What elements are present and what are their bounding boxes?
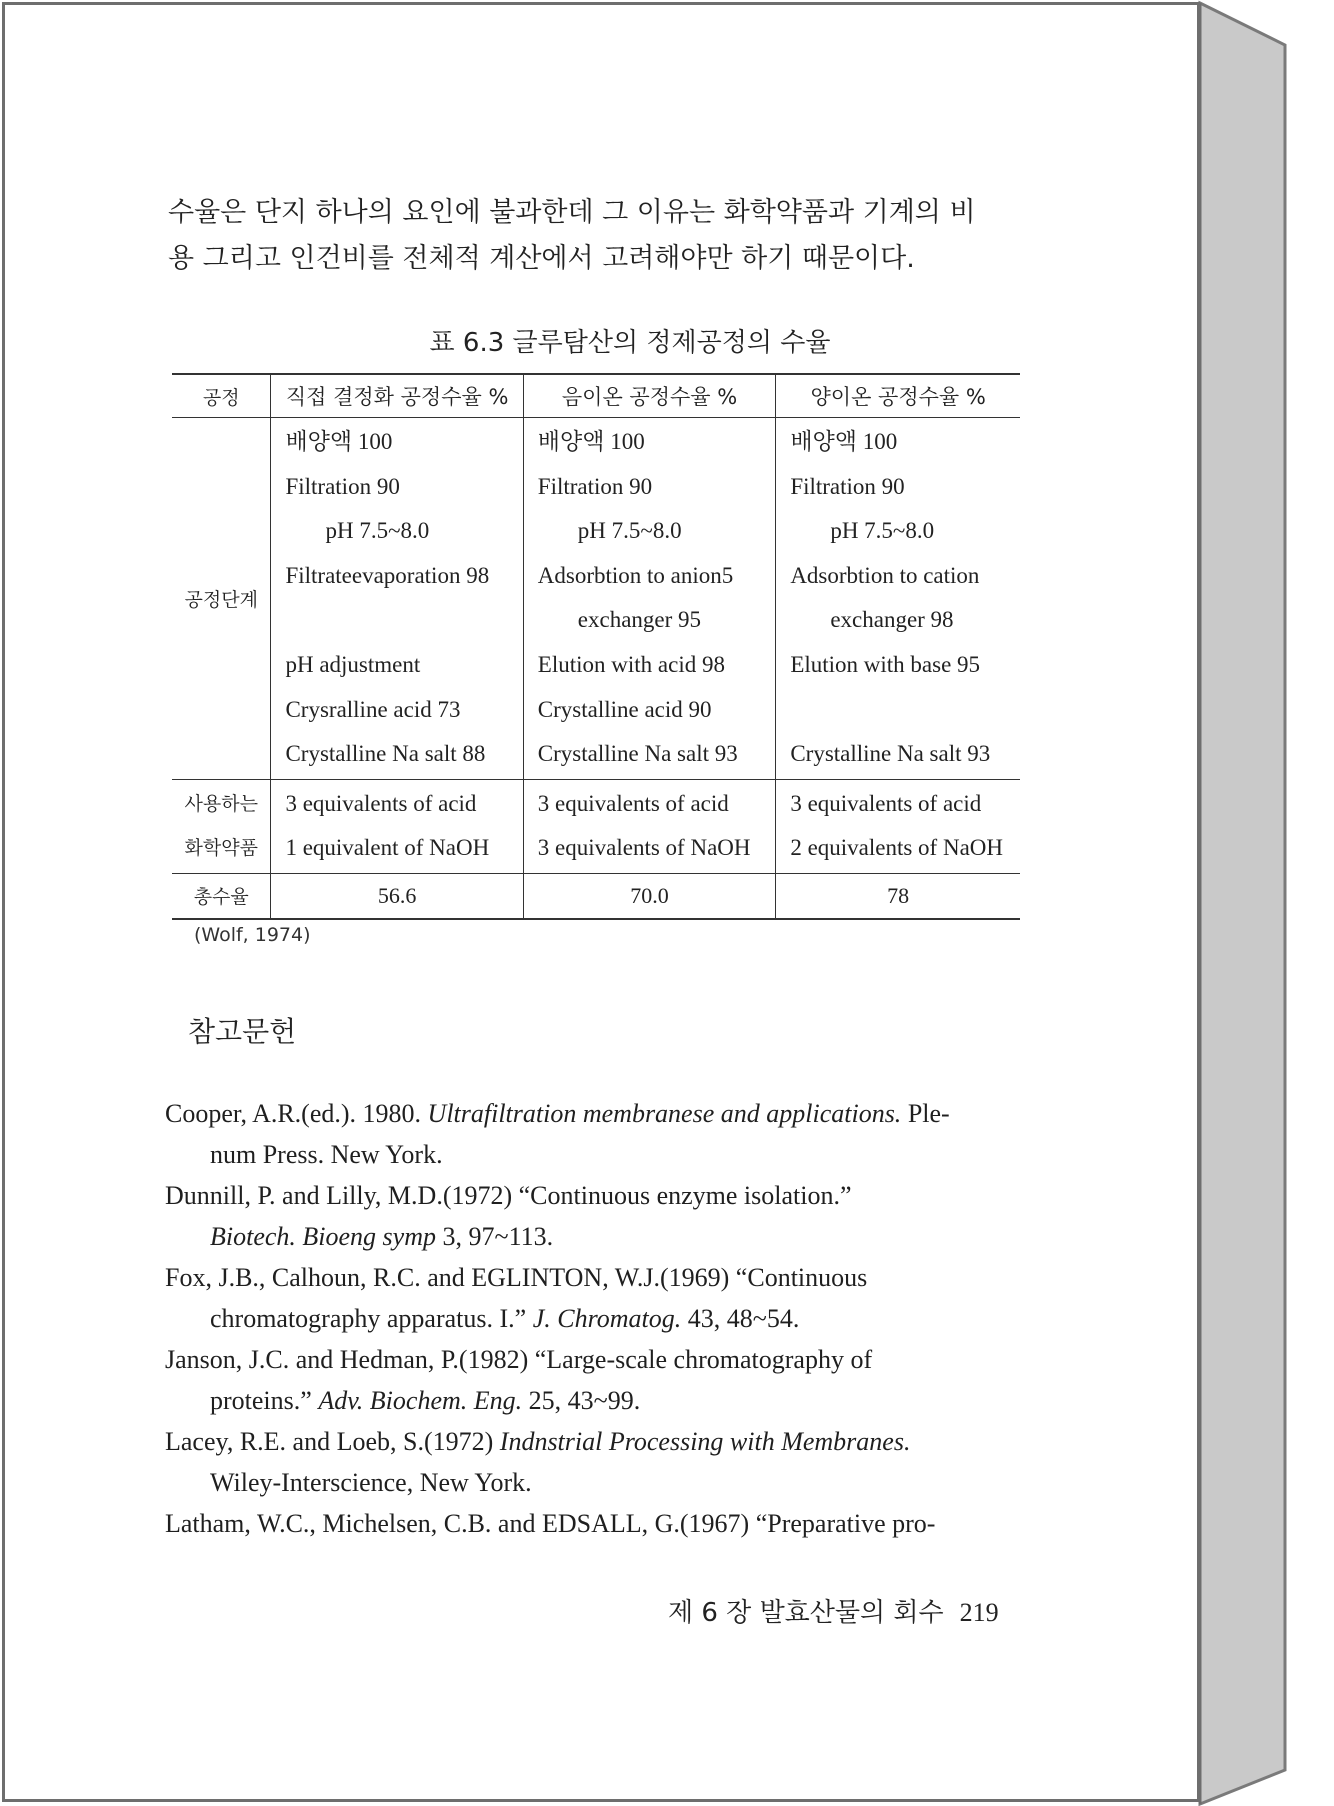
- direct-chem-cell: [271, 779, 523, 873]
- cation-chem-cell: [776, 779, 1020, 873]
- chem-line: 3 equivalents of acid: [537, 790, 729, 816]
- direct-steps-cell: [271, 418, 523, 780]
- chapter-title: 제 6 장 발효산물의 회수: [668, 1598, 944, 1628]
- anion-step: Elution with acid 98: [537, 651, 725, 677]
- reference-item: [165, 1175, 1010, 1257]
- ref-title: Adv. Biochem. Eng.: [318, 1386, 523, 1415]
- table-caption: 표 6.3 글루탐산의 정제공정의 수율: [429, 328, 831, 358]
- ref-title: Indnstrial Processing with Membranes.: [499, 1427, 911, 1456]
- table-row-chemicals: [172, 779, 1020, 873]
- anion-step: pH 7.5~8.0: [577, 518, 682, 544]
- reference-item: [165, 1421, 1010, 1503]
- cation-step: pH 7.5~8.0: [830, 518, 935, 544]
- ref-text: Ple-: [901, 1099, 950, 1128]
- chem-line: 3 equivalents of acid: [790, 790, 982, 816]
- total-cation: 78: [776, 873, 1020, 919]
- table-header-row: [172, 374, 1020, 418]
- chemicals-label-line: 사용하는: [184, 793, 258, 816]
- cation-step: Elution with base 95: [790, 651, 981, 677]
- direct-step: 배양액 100: [285, 429, 393, 454]
- anion-step: 배양액 100: [537, 429, 645, 454]
- chemicals-label-line: 화학약품: [184, 837, 258, 860]
- total-direct: 56.6: [271, 873, 523, 919]
- direct-step: pH 7.5~8.0: [325, 518, 430, 544]
- ref-text: num Press. New York.: [210, 1140, 443, 1169]
- ref-text: Cooper, A.R.(ed.). 1980.: [165, 1099, 428, 1128]
- ref-text: Janson, J.C. and Hedman, P.(1982) “Large-scale chromatography of: [165, 1345, 873, 1374]
- ref-text: 43, 48~54.: [681, 1304, 800, 1333]
- chem-line: 3 equivalents of NaOH: [537, 835, 751, 861]
- anion-step: Filtration 90: [537, 473, 653, 499]
- cation-step: exchanger 98: [830, 607, 954, 633]
- ref-text: Dunnill, P. and Lilly, M.D.(1972) “Continuous enzyme isolation.”: [165, 1181, 852, 1210]
- header-process: 공정: [172, 374, 271, 418]
- reference-item: [165, 1257, 1010, 1339]
- table-source: (Wolf, 1974): [194, 924, 311, 946]
- anion-step: Crystalline Na salt 93: [537, 741, 738, 767]
- anion-step: Adsorbtion to anion5: [537, 562, 734, 588]
- ref-text: 25, 43~99.: [522, 1386, 641, 1415]
- ref-title: Ultrafiltration membranese and applications.: [427, 1099, 902, 1128]
- paragraph-line-1: 수율은 단지 하나의 요인에 불과한데 그 이유는 화학약품과 기계의 비: [168, 197, 976, 228]
- chem-line: 3 equivalents of acid: [285, 790, 477, 816]
- ref-text: Latham, W.C., Michelsen, C.B. and EDSALL, G.(1967) “Preparative pro-: [165, 1509, 936, 1538]
- anion-steps-cell: [523, 418, 776, 780]
- ref-text: proteins.”: [210, 1386, 319, 1415]
- cation-step: Adsorbtion to cation: [790, 562, 980, 588]
- chemicals-label: [172, 779, 271, 873]
- ref-text: chromatography apparatus. I.”: [210, 1304, 533, 1333]
- direct-step: pH adjustment: [285, 651, 421, 677]
- ref-title: Biotech. Bioeng symp: [210, 1222, 436, 1251]
- page-number: 219: [959, 1598, 999, 1627]
- anion-step: Crystalline acid 90: [537, 696, 712, 722]
- ref-text: Wiley-Interscience, New York.: [210, 1468, 532, 1497]
- ref-text: 3, 97~113.: [436, 1222, 554, 1251]
- direct-step: [285, 598, 522, 643]
- cation-step: Crystalline Na salt 93: [790, 741, 991, 767]
- paragraph-line-2: 용 그리고 인건비를 전체적 계산에서 고려해야만 하기 때문이다.: [168, 243, 915, 274]
- cation-step: 배양액 100: [790, 429, 898, 454]
- ref-text: Fox, J.B., Calhoun, R.C. and EGLINTON, W.J.(1969) “Continuous: [165, 1263, 868, 1292]
- references-list: [165, 1093, 1010, 1544]
- ref-text: Lacey, R.E. and Loeb, S.(1972): [165, 1427, 500, 1456]
- header-anion: 음이온 공정수율 %: [523, 374, 776, 418]
- page-footer: [668, 1592, 999, 1629]
- cation-step: [790, 688, 1020, 733]
- total-label: 총수율: [172, 873, 271, 919]
- direct-step: Filtration 90: [285, 473, 400, 499]
- direct-step: Filtrateevaporation 98: [285, 562, 490, 588]
- chem-line: 1 equivalent of NaOH: [285, 835, 490, 861]
- anion-step: exchanger 95: [577, 607, 702, 633]
- body-paragraph: [168, 190, 1018, 282]
- reference-item: [165, 1503, 1010, 1544]
- cation-step: Filtration 90: [790, 473, 905, 499]
- yield-table: [172, 373, 1020, 920]
- table-row-steps: [172, 418, 1020, 780]
- anion-chem-cell: [523, 779, 776, 873]
- cation-steps-cell: [776, 418, 1020, 780]
- header-cation: 양이온 공정수율 %: [776, 374, 1020, 418]
- steps-label: 공정단계: [172, 418, 271, 780]
- direct-step: Crysralline acid 73: [285, 696, 461, 722]
- reference-item: [165, 1339, 1010, 1421]
- reference-item: [165, 1093, 1010, 1175]
- total-anion: 70.0: [523, 873, 776, 919]
- references-heading: 참고문헌: [188, 1015, 297, 1048]
- direct-step: Crystalline Na salt 88: [285, 741, 486, 767]
- chem-line: 2 equivalents of NaOH: [790, 835, 1004, 861]
- ref-title: J. Chromatog.: [532, 1304, 682, 1333]
- table-row-total: [172, 873, 1020, 919]
- header-direct: 직접 결정화 공정수율 %: [271, 374, 523, 418]
